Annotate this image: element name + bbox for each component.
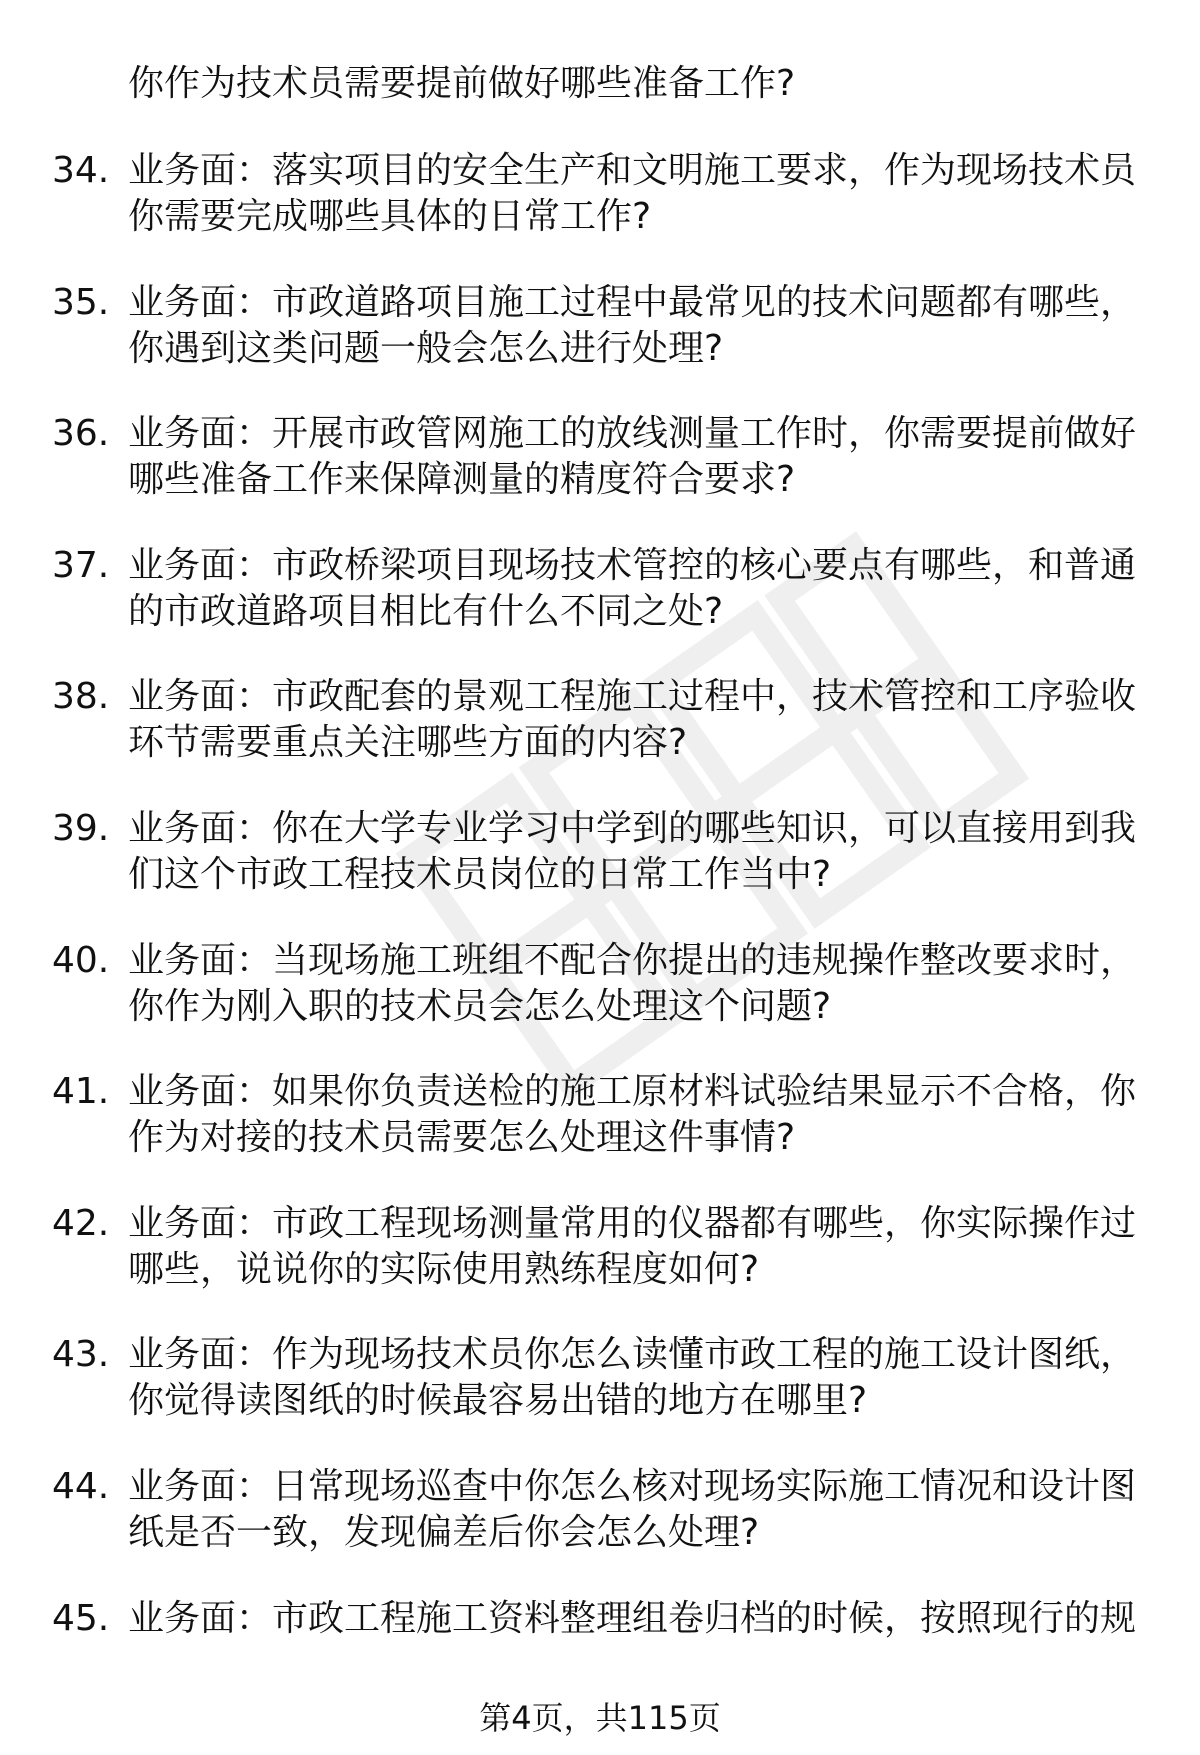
- question-number: 45.: [52, 1597, 110, 1639]
- list-item: [0, 1461, 1200, 1593]
- question-text-line: 你遇到这类问题一般会怎么进行处理?: [128, 327, 724, 369]
- question-text-line: 业务面：市政配套的景观工程施工过程中，技术管控和工序验收: [128, 676, 1137, 718]
- list-item: [0, 803, 1200, 935]
- question-text-line: 你作为刚入职的技术员会怎么处理这个问题?: [128, 985, 832, 1027]
- question-text-line: 你需要完成哪些具体的日常工作?: [128, 196, 652, 237]
- question-text-line: 业务面：如果你负责送检的施工原材料试验结果显示不合格，你: [128, 1071, 1137, 1113]
- question-text-line: 你觉得读图纸的时候最容易出错的地方在哪里?: [128, 1380, 868, 1422]
- question-text-line: 业务面：市政工程施工资料整理组卷归档的时候，按照现行的规: [128, 1597, 1137, 1639]
- question-text-line: 业务面：开展市政管网施工的放线测量工作时，你需要提前做好: [128, 413, 1137, 455]
- question-list: [0, 145, 1200, 1724]
- question-text-line: 业务面：市政工程现场测量常用的仪器都有哪些，你实际操作过: [128, 1202, 1137, 1244]
- question-number: 42.: [52, 1202, 110, 1244]
- question-text-line: 业务面：作为现场技术员你怎么读懂市政工程的施工设计图纸，: [128, 1334, 1137, 1376]
- question-text-line: 哪些，说说你的实际使用熟练程度如何?: [128, 1248, 760, 1290]
- continued-question-text: 你作为技术员需要提前做好哪些准备工作?: [128, 63, 796, 104]
- question-text-line: 业务面：落实项目的安全生产和文明施工要求，作为现场技术员: [128, 150, 1137, 191]
- list-item: [0, 1198, 1200, 1330]
- list-item: [0, 935, 1200, 1067]
- question-text-line: 哪些准备工作来保障测量的精度符合要求?: [128, 459, 796, 501]
- question-text-line: 们这个市政工程技术员岗位的日常工作当中?: [128, 853, 832, 895]
- question-text-line: 的市政道路项目相比有什么不同之处?: [128, 590, 724, 632]
- question-number: 38.: [52, 676, 110, 718]
- list-item: [0, 671, 1200, 803]
- list-item: [0, 540, 1200, 672]
- question-number: 40.: [52, 939, 110, 981]
- question-text-line: 业务面：市政道路项目施工过程中最常见的技术问题都有哪些，: [128, 281, 1137, 323]
- question-number: 39.: [52, 807, 110, 849]
- question-text-line: 业务面：市政桥梁项目现场技术管控的核心要点有哪些，和普通: [128, 544, 1137, 586]
- question-number: 41.: [52, 1071, 110, 1113]
- question-number: 34.: [52, 150, 110, 191]
- question-text-line: 环节需要重点关注哪些方面的内容?: [128, 722, 688, 764]
- question-text-line: 纸是否一致，发现偏差后你会怎么处理?: [128, 1511, 760, 1553]
- list-item: [0, 1329, 1200, 1461]
- list-item: [0, 277, 1200, 409]
- list-item: [0, 1066, 1200, 1198]
- question-number: 44.: [52, 1465, 110, 1507]
- question-number: 37.: [52, 544, 110, 586]
- question-number: 36.: [52, 413, 110, 455]
- question-text-line: 业务面：你在大学专业学习中学到的哪些知识，可以直接用到我: [128, 807, 1137, 849]
- question-number: 43.: [52, 1334, 110, 1376]
- question-text-line: 业务面：当现场施工班组不配合你提出的违规操作整改要求时，: [128, 939, 1137, 981]
- page-number-footer: 第4页，共115页: [479, 1699, 721, 1737]
- question-text-line: 作为对接的技术员需要怎么处理这件事情?: [128, 1117, 796, 1159]
- question-number: 35.: [52, 281, 110, 323]
- question-text-line: 业务面：日常现场巡查中你怎么核对现场实际施工情况和设计图: [128, 1465, 1137, 1507]
- list-item: [0, 145, 1200, 277]
- list-item: [0, 408, 1200, 540]
